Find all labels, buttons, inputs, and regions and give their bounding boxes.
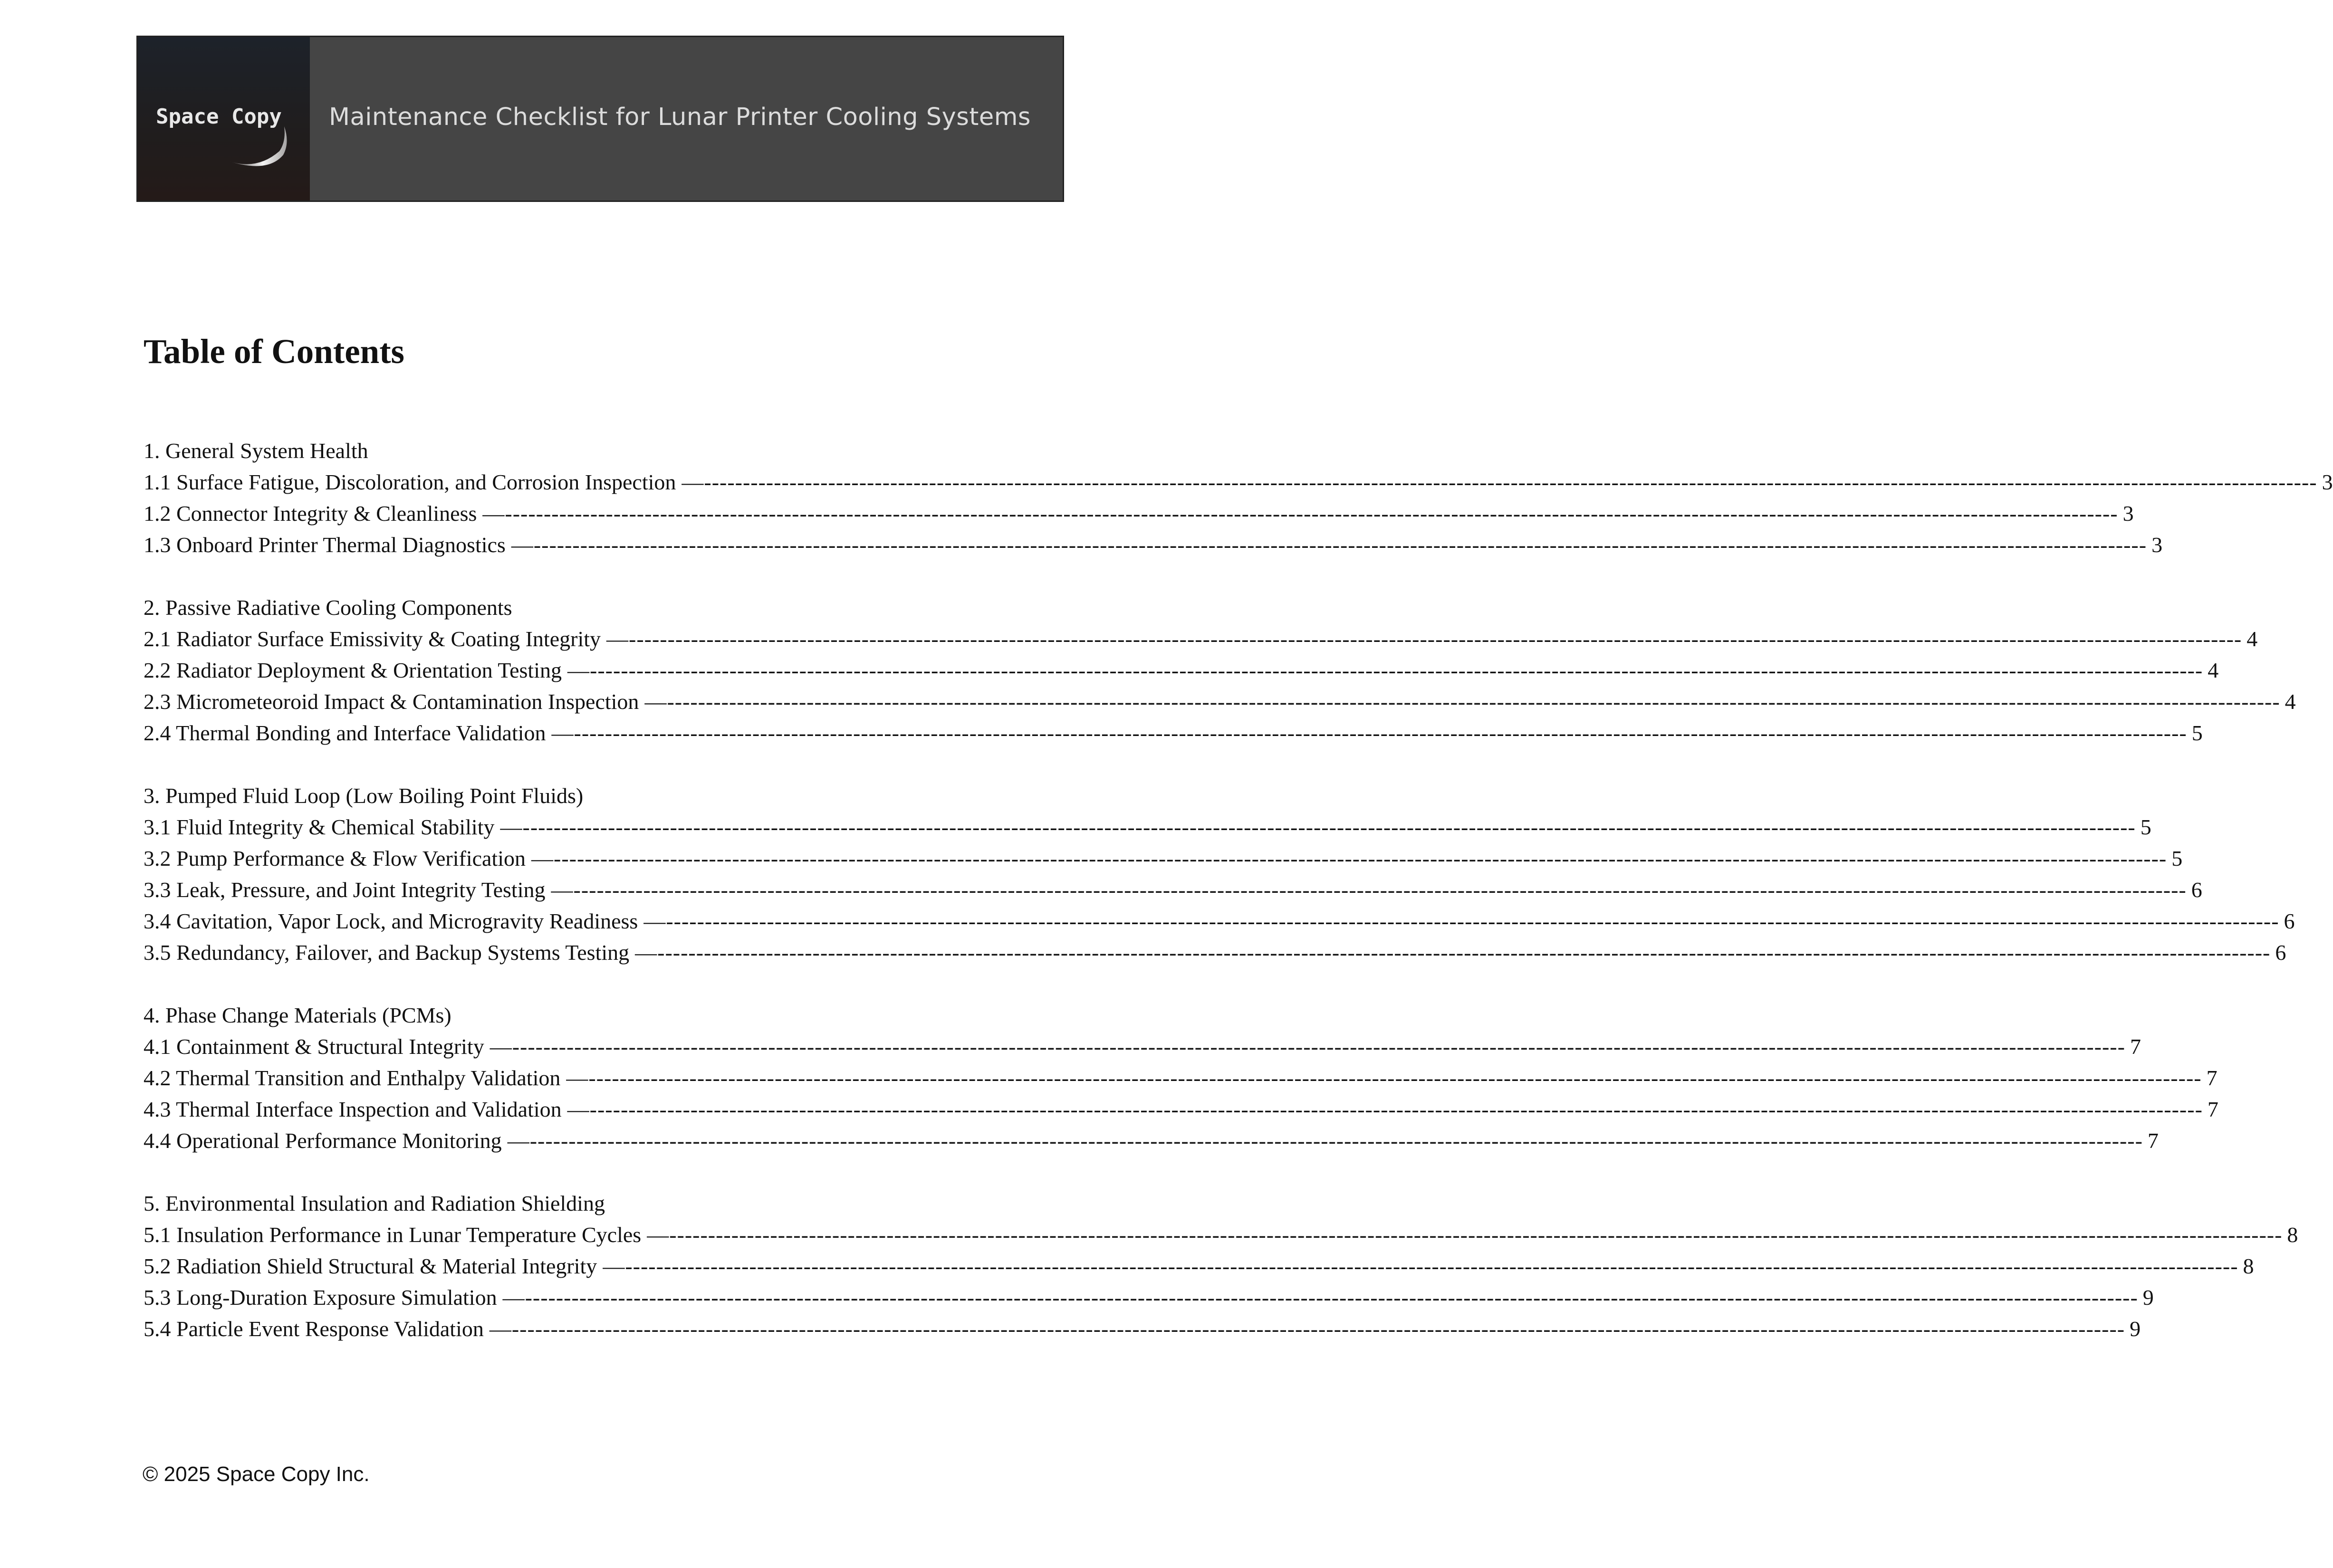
toc-leader: —----------------------------------------------------------------------------------------------------------------------------------------------------------------------------------------------------------------: [682, 470, 2317, 494]
toc-section-title: 5. Environmental Insulation and Radiation Shielding: [144, 1191, 605, 1215]
toc-leader: —----------------------------------------------------------------------------------------------------------------------------------------------------------------------------------------------------------------: [566, 1066, 2202, 1090]
toc-leader: —----------------------------------------------------------------------------------------------------------------------------------------------------------------------------------------------------------------: [511, 533, 2147, 557]
toc-section: [144, 435, 2333, 561]
toc-entry[interactable]: [144, 467, 2333, 498]
toc-page-number: 5: [2140, 815, 2151, 839]
toc-leader: —----------------------------------------------------------------------------------------------------------------------------------------------------------------------------------------------------------------: [551, 721, 2187, 745]
toc-entry-label: 2.4 Thermal Bonding and Interface Validation: [144, 721, 546, 745]
toc-entry[interactable]: [144, 1125, 2159, 1157]
toc-page-number: 5: [2191, 721, 2203, 745]
toc-entry[interactable]: [144, 937, 2286, 968]
toc-entry[interactable]: [144, 1031, 2141, 1062]
toc-entry-label: 3.2 Pump Performance & Flow Verification: [144, 846, 526, 870]
toc-section: [144, 1000, 2218, 1157]
toc-leader: —----------------------------------------------------------------------------------------------------------------------------------------------------------------------------------------------------------------: [567, 658, 2203, 682]
toc-entry-label: 2.3 Micrometeoroid Impact & Contamination Inspection: [144, 689, 639, 714]
toc-page-number: 7: [2207, 1097, 2218, 1121]
copyright-footer: © 2025 Space Copy Inc.: [143, 1463, 370, 1486]
toc-entry[interactable]: [144, 686, 2296, 717]
toc-section-title: 2. Passive Radiative Cooling Components: [144, 595, 512, 620]
toc-leader: —----------------------------------------------------------------------------------------------------------------------------------------------------------------------------------------------------------------: [502, 1285, 2138, 1310]
toc-leader: —----------------------------------------------------------------------------------------------------------------------------------------------------------------------------------------------------------------: [644, 689, 2280, 714]
toc-entry[interactable]: [144, 1282, 2154, 1313]
logo-text: Space Copy: [156, 105, 282, 129]
toc-entry-label: 5.4 Particle Event Response Validation: [144, 1317, 484, 1341]
toc-page-number: 4: [2208, 658, 2219, 682]
toc-entry[interactable]: [144, 655, 2219, 686]
toc-leader: —----------------------------------------------------------------------------------------------------------------------------------------------------------------------------------------------------------------: [647, 1223, 2283, 1247]
toc-entry-label: 1.3 Onboard Printer Thermal Diagnostics: [144, 533, 506, 557]
logo: [138, 37, 310, 201]
toc-leader: —----------------------------------------------------------------------------------------------------------------------------------------------------------------------------------------------------------------: [507, 1128, 2143, 1153]
toc-entry[interactable]: [144, 1094, 2218, 1125]
toc-page-number: 5: [2171, 846, 2183, 870]
toc-entry-label: 3.3 Leak, Pressure, and Joint Integrity Testing: [144, 878, 546, 902]
toc-page-number: 4: [2285, 689, 2296, 714]
toc-entry[interactable]: [144, 1251, 2254, 1282]
toc-page-number: 3: [2151, 533, 2163, 557]
toc-entry[interactable]: [144, 906, 2295, 937]
toc-entry-label: 3.1 Fluid Integrity & Chemical Stability: [144, 815, 495, 839]
toc-page-number: 6: [2284, 909, 2295, 933]
toc-leader: —----------------------------------------------------------------------------------------------------------------------------------------------------------------------------------------------------------------: [551, 878, 2187, 902]
document-title: Maintenance Checklist for Lunar Printer Cooling Systems: [329, 103, 1031, 131]
toc-section-title: 3. Pumped Fluid Loop (Low Boiling Point Fluids): [144, 784, 584, 808]
toc-leader: —----------------------------------------------------------------------------------------------------------------------------------------------------------------------------------------------------------------: [500, 815, 2136, 839]
toc-leader: —----------------------------------------------------------------------------------------------------------------------------------------------------------------------------------------------------------------: [482, 501, 2118, 526]
toc-page-number: 6: [2191, 878, 2202, 902]
toc-page-number: 8: [2243, 1254, 2254, 1278]
toc-entry[interactable]: [144, 717, 2203, 749]
toc-entry[interactable]: [144, 843, 2183, 874]
toc-entry[interactable]: [144, 529, 2163, 561]
toc-page-number: 9: [2142, 1285, 2154, 1310]
toc-section: [144, 1188, 2298, 1345]
toc-section: [144, 780, 2295, 968]
header-banner: [136, 36, 1064, 202]
toc-page-number: 6: [2275, 940, 2286, 965]
toc-page-number: 4: [2247, 627, 2258, 651]
toc-entry[interactable]: [144, 498, 2134, 529]
toc-page-number: 3: [2322, 470, 2333, 494]
toc-entry-label: 5.2 Radiation Shield Structural & Material Integrity: [144, 1254, 597, 1278]
table-of-contents: [144, 328, 2333, 1376]
moon-crescent-icon: [223, 118, 295, 170]
toc-leader: —----------------------------------------------------------------------------------------------------------------------------------------------------------------------------------------------------------------: [489, 1317, 2125, 1341]
toc-leader: —----------------------------------------------------------------------------------------------------------------------------------------------------------------------------------------------------------------: [635, 940, 2271, 965]
toc-entry-label: 3.4 Cavitation, Vapor Lock, and Microgravity Readiness: [144, 909, 638, 933]
toc-section-title: 1. General System Health: [144, 439, 368, 463]
toc-entry[interactable]: [144, 1219, 2298, 1251]
toc-leader: —----------------------------------------------------------------------------------------------------------------------------------------------------------------------------------------------------------------: [603, 1254, 2238, 1278]
toc-leader: —----------------------------------------------------------------------------------------------------------------------------------------------------------------------------------------------------------------: [490, 1034, 2125, 1059]
toc-entry[interactable]: [144, 874, 2202, 906]
toc-page-number: 3: [2122, 501, 2134, 526]
toc-entry-label: 4.3 Thermal Interface Inspection and Validation: [144, 1097, 562, 1121]
toc-leader: —----------------------------------------------------------------------------------------------------------------------------------------------------------------------------------------------------------------: [606, 627, 2242, 651]
toc-entry-label: 1.1 Surface Fatigue, Discoloration, and Corrosion Inspection: [144, 470, 676, 494]
toc-entry[interactable]: [144, 1313, 2141, 1345]
toc-heading: Table of Contents: [144, 332, 404, 371]
toc-entry-label: 5.1 Insulation Performance in Lunar Temperature Cycles: [144, 1223, 642, 1247]
toc-entry-label: 4.1 Containment & Structural Integrity: [144, 1034, 484, 1059]
toc-leader: —----------------------------------------------------------------------------------------------------------------------------------------------------------------------------------------------------------------: [531, 846, 2167, 870]
toc-page-number: 7: [2147, 1128, 2159, 1153]
toc-entry-label: 4.4 Operational Performance Monitoring: [144, 1128, 502, 1153]
toc-page-number: 9: [2130, 1317, 2141, 1341]
toc-entry-label: 2.2 Radiator Deployment & Orientation Testing: [144, 658, 562, 682]
toc-entry[interactable]: [144, 812, 2151, 843]
toc-entry-label: 5.3 Long-Duration Exposure Simulation: [144, 1285, 497, 1310]
toc-entry-label: 2.1 Radiator Surface Emissivity & Coating Integrity: [144, 627, 601, 651]
toc-entry-label: 4.2 Thermal Transition and Enthalpy Validation: [144, 1066, 561, 1090]
toc-sections: [144, 435, 2333, 1345]
toc-section: [144, 592, 2296, 749]
toc-page-number: 7: [2130, 1034, 2141, 1059]
toc-entry-label: 1.2 Connector Integrity & Cleanliness: [144, 501, 477, 526]
toc-page-number: 7: [2206, 1066, 2218, 1090]
toc-leader: —----------------------------------------------------------------------------------------------------------------------------------------------------------------------------------------------------------------: [643, 909, 2279, 933]
toc-section-title: 4. Phase Change Materials (PCMs): [144, 1003, 451, 1027]
toc-leader: —----------------------------------------------------------------------------------------------------------------------------------------------------------------------------------------------------------------: [567, 1097, 2203, 1121]
toc-page-number: 8: [2287, 1223, 2298, 1247]
toc-entry[interactable]: [144, 623, 2258, 655]
toc-entry-label: 3.5 Redundancy, Failover, and Backup Systems Testing: [144, 940, 630, 965]
toc-entry[interactable]: [144, 1062, 2218, 1094]
